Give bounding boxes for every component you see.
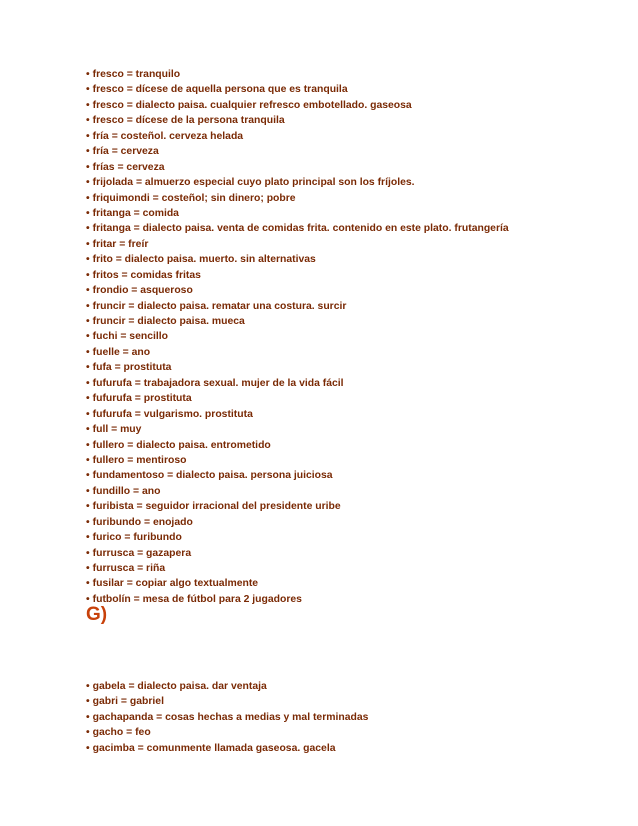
f-entries-list: [86, 67, 509, 607]
list-item: [86, 679, 368, 694]
list-item: [86, 268, 509, 283]
entry-text: fuelle = ano: [92, 346, 151, 358]
entry-text: fritar = freír: [92, 238, 149, 250]
list-item: [86, 499, 509, 514]
bullet: •: [86, 362, 90, 374]
list-item: [86, 67, 509, 82]
entry-text: furibundo = enojado: [92, 516, 193, 528]
entry-text: fufurufa = trabajadora sexual. mujer de la vida fácil: [92, 377, 344, 389]
list-item: [86, 299, 509, 314]
bullet: •: [86, 177, 90, 189]
list-item: [86, 206, 509, 221]
bullet: •: [86, 563, 90, 574]
list-item: [86, 191, 509, 206]
entry-text: fundamentoso = dialecto paisa. persona juiciosa: [92, 470, 333, 482]
bullet: •: [86, 578, 90, 590]
bullet: •: [86, 593, 90, 605]
bullet: •: [86, 300, 90, 312]
entry-text: gacho = feo: [92, 727, 151, 739]
entry-text: fría = costeñol. cerveza helada: [92, 130, 244, 142]
entry-text: fritanga = comida: [92, 207, 179, 219]
entry-text: fundillo = ano: [92, 485, 161, 497]
bullet: •: [86, 192, 90, 204]
entry-text: gabri = gabriel: [92, 696, 164, 708]
list-item: [86, 422, 509, 437]
bullet: •: [86, 454, 90, 466]
bullet: •: [86, 238, 90, 250]
list-item: [86, 175, 509, 190]
list-item: [86, 468, 509, 483]
entry-text: futbolín = mesa de fútbol para 2 jugadores: [92, 593, 302, 605]
bullet: •: [86, 377, 90, 389]
list-item: [86, 237, 509, 252]
entry-text: fullero = dialecto paisa. entrometido: [92, 439, 271, 451]
entry-text: fusilar = copiar algo textualmente: [92, 578, 259, 590]
list-item: [86, 725, 368, 740]
bullet: •: [86, 99, 90, 111]
list-item: [86, 515, 509, 530]
g-entries-list: [86, 679, 368, 756]
entry-text: gacimba = comunmente llamada gaseosa. gacela: [92, 742, 336, 754]
list-item: [86, 710, 368, 725]
bullet: •: [86, 681, 90, 692]
list-item: [86, 376, 509, 391]
list-item: [86, 252, 509, 267]
entry-text: fría = cerveza: [92, 146, 159, 158]
bullet: •: [86, 727, 90, 739]
entry-text: gachapanda = cosas hechas a medias y mal terminadas: [92, 711, 369, 723]
entry-text: fruncir = dialecto paisa. rematar una costura. surcir: [92, 300, 347, 312]
list-item: [86, 129, 509, 144]
entry-text: fuchi = sencillo: [92, 331, 168, 343]
bullet: •: [86, 285, 90, 297]
bullet: •: [86, 331, 90, 343]
list-item: [86, 546, 509, 561]
entry-text: fresco = dialecto paisa. cualquier refresco embotellado. gaseosa: [92, 99, 412, 111]
list-item: [86, 576, 509, 591]
bullet: •: [86, 711, 90, 723]
bullet: •: [86, 269, 90, 281]
entry-text: furico = furibundo: [92, 532, 182, 544]
list-item: [86, 345, 509, 360]
entry-text: frito = dialecto paisa. muerto. sin alternativas: [92, 254, 316, 266]
list-item: [86, 283, 509, 298]
entry-text: fritanga = dialecto paisa. venta de comidas frita. contenido en este plato. frutangería: [92, 223, 509, 235]
entry-text: furrusca = gazapera: [92, 547, 192, 559]
bullet: •: [86, 408, 90, 420]
bullet: •: [86, 69, 90, 80]
entry-text: fufa = prostituta: [92, 362, 172, 374]
bullet: •: [86, 501, 90, 513]
bullet: •: [86, 346, 90, 358]
entry-text: frías = cerveza: [92, 161, 165, 173]
entry-text: full = muy: [92, 424, 142, 436]
entry-text: gabela = dialecto paisa. dar ventaja: [92, 681, 267, 692]
list-item: [86, 484, 509, 499]
bullet: •: [86, 223, 90, 235]
bullet: •: [86, 516, 90, 528]
bullet: •: [86, 84, 90, 96]
entry-text: frondio = asqueroso: [92, 285, 193, 297]
bullet: •: [86, 393, 90, 405]
bullet: •: [86, 424, 90, 436]
list-item: [86, 530, 509, 545]
bullet: •: [86, 115, 90, 127]
list-item: [86, 407, 509, 422]
list-item: [86, 694, 368, 709]
entry-text: frijolada = almuerzo especial cuyo plato principal son los fríjoles.: [92, 177, 415, 189]
entry-text: fresco = dícese de la persona tranquila: [92, 115, 285, 127]
list-item: [86, 592, 509, 607]
entry-text: fresco = tranquilo: [92, 69, 181, 80]
bullet: •: [86, 532, 90, 544]
section-heading-g: G): [86, 604, 108, 625]
entry-text: fufurufa = vulgarismo. prostituta: [92, 408, 253, 420]
bullet: •: [86, 130, 90, 142]
bullet: •: [86, 161, 90, 173]
list-item: [86, 98, 509, 113]
entry-text: furibista = seguidor irracional del presidente uribe: [92, 501, 341, 513]
list-item: [86, 329, 509, 344]
list-item: [86, 741, 368, 756]
bullet: •: [86, 470, 90, 482]
list-item: [86, 561, 509, 576]
list-item: [86, 453, 509, 468]
bullet: •: [86, 439, 90, 451]
entry-text: fruncir = dialecto paisa. mueca: [92, 316, 245, 327]
entry-text: fufurufa = prostituta: [92, 393, 192, 405]
entry-text: fritos = comidas fritas: [92, 269, 201, 281]
list-item: [86, 113, 509, 128]
bullet: •: [86, 696, 90, 708]
bullet: •: [86, 254, 90, 266]
list-item: [86, 221, 509, 236]
list-item: [86, 160, 509, 175]
bullet: •: [86, 547, 90, 559]
bullet: •: [86, 742, 90, 754]
bullet: •: [86, 207, 90, 219]
list-item: [86, 82, 509, 97]
bullet: •: [86, 146, 90, 158]
bullet: •: [86, 485, 90, 497]
list-item: [86, 391, 509, 406]
list-item: [86, 360, 509, 375]
entry-text: furrusca = riña: [92, 563, 166, 574]
bullet: •: [86, 316, 90, 327]
list-item: [86, 144, 509, 159]
list-item: [86, 314, 509, 329]
entry-text: friquimondi = costeñol; sin dinero; pobre: [92, 192, 296, 204]
entry-text: fresco = dícese de aquella persona que es tranquila: [92, 84, 348, 96]
entry-text: fullero = mentiroso: [92, 454, 187, 466]
list-item: [86, 438, 509, 453]
